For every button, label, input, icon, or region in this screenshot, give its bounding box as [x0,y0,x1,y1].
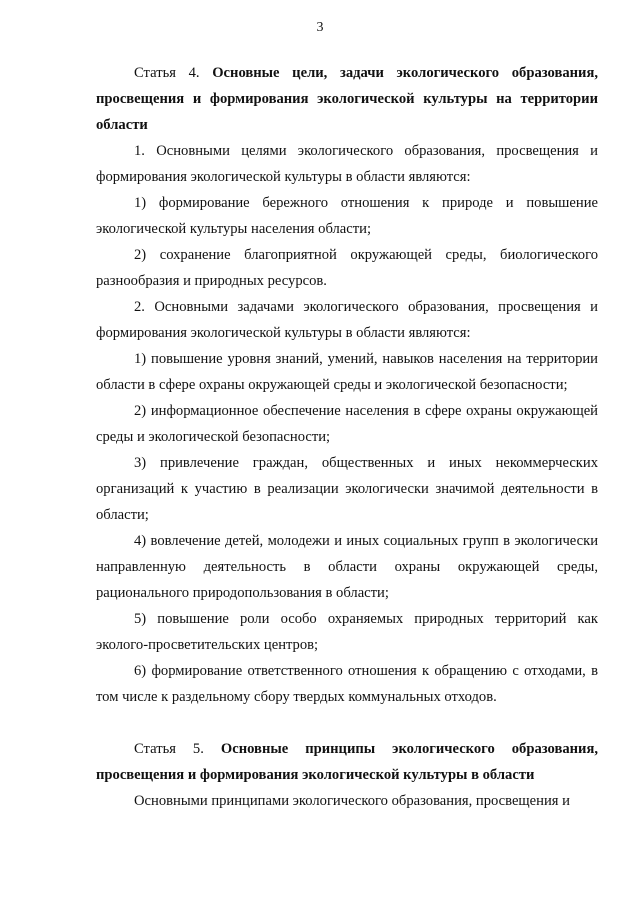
article-4-heading [96,60,598,138]
article-4-paragraph: 4) вовлечение детей, молодежи и иных социальных групп в экологически направленную деятельность в области охраны окружающей среды, рационального природопользования в области; [96,533,598,601]
article-4-paragraph: 2) информационное обеспечение населения в сфере охраны окружающей среды и экологической безопасности; [96,403,598,445]
article-4-paragraph: 1) формирование бережного отношения к природе и повышение экологической культуры населения области; [96,195,598,237]
article-5-title: Основные принципы экологического образования, просвещения и формирования экологической культуры в области [96,741,598,783]
article-4-paragraph: 5) повышение роли особо охраняемых природных территорий как эколого-просветительских центров; [96,611,598,653]
article-4-paragraph: 2) сохранение благоприятной окружающей среды, биологического разнообразия и природных ресурсов. [96,247,598,289]
article-5-prefix: Статья 5. [134,741,204,757]
article-4-title: Основные цели, задачи экологического образования, просвещения и формирования экологической культуры на территории области [96,65,598,133]
article-4-paragraph: 3) привлечение граждан, общественных и иных некоммерческих организаций к участию в реализации экологически значимой деятельности в области; [96,455,598,523]
article-4-paragraph: 1. Основными целями экологического образования, просвещения и формирования экологической культуры в области являются: [96,143,598,185]
article-4-paragraph: 1) повышение уровня знаний, умений, навыков населения на территории области в сфере охраны окружающей среды и экологической безопасности; [96,351,598,393]
article-5-paragraph: Основными принципами экологического образования, просвещения и [134,793,570,809]
article-spacer [96,710,598,736]
article-5-heading [96,736,598,788]
page-number: 3 [316,20,324,35]
article-4-prefix: Статья 4. [134,65,200,81]
article-4-paragraph: 2. Основными задачами экологического образования, просвещения и формирования экологической культуры в области являются: [96,299,598,341]
document-body [96,60,598,814]
article-4-paragraph: 6) формирование ответственного отношения к обращению с отходами, в том числе к раздельному сбору твердых коммунальных отходов. [96,663,598,705]
